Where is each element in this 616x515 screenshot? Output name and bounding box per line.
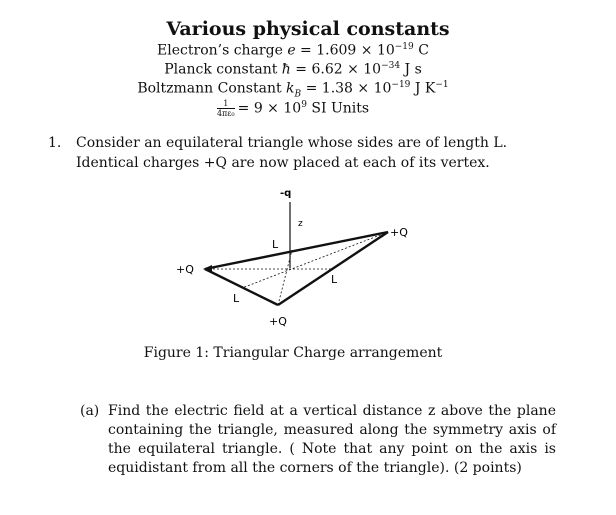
constant-symbol: e	[287, 42, 296, 59]
triangle-figure	[170, 182, 430, 332]
constant-equation: = 1.38 × 10	[301, 80, 392, 97]
problem-1	[48, 133, 568, 173]
figure-caption: Figure 1: Triangular Charge arrangement	[143, 345, 443, 361]
constant-label: Planck constant	[164, 61, 282, 78]
constant-symbol: ħ	[281, 61, 291, 78]
constant-coulomb	[0, 99, 586, 118]
coulomb-fraction	[217, 99, 235, 118]
constant-equation: = 9 × 10	[237, 100, 302, 117]
constant-unit: J K	[410, 80, 436, 97]
part-a	[80, 402, 556, 478]
axis-label: z	[298, 219, 303, 229]
part-label: (a)	[80, 403, 100, 419]
left-charge-label: +Q	[176, 263, 194, 276]
bottom-charge-label: +Q	[269, 315, 287, 328]
arrow-head-icon	[203, 265, 212, 273]
top-charge-label: -q	[280, 188, 292, 199]
constant-exponent: −34	[381, 61, 401, 71]
problem-text: Consider an equilateral triangle whose sides are of length L. Identical charges +Q are now placed at each of its vertex.	[76, 135, 508, 171]
constant-unit: J s	[400, 61, 422, 78]
constant-exponent: −19	[391, 80, 411, 90]
constant-exponent: 9	[301, 99, 307, 110]
right-charge-label: +Q	[390, 226, 408, 239]
constant-planck	[0, 61, 586, 78]
page-title: Various physical constants	[166, 18, 450, 40]
constant-label: Boltzmann Constant	[137, 80, 287, 97]
problem-number: 1.	[48, 135, 62, 151]
constant-equation: = 6.62 × 10	[290, 61, 382, 78]
part-text: Find the electric field at a vertical distance z above the plane containing the triangle, measured along the symmetry axis of the equilateral triangle. ( Note that any point on the axis is equidistant from all the corners of the triangle). (2 points)	[108, 403, 556, 476]
constant-exponent: −19	[394, 42, 414, 52]
constant-unit: SI Units	[306, 100, 370, 117]
constant-subscript: B	[294, 89, 302, 100]
constant-symbol: k	[286, 80, 295, 97]
side-label-upper: L	[272, 238, 279, 251]
side-label-right: L	[331, 273, 338, 286]
triangle-side-lower	[205, 269, 278, 305]
fraction-denominator: 4πε₀	[216, 109, 235, 118]
constant-label: Electron’s charge	[157, 42, 288, 59]
constant-boltzmann	[0, 80, 586, 99]
fraction-numerator: 1	[217, 99, 235, 109]
side-label-lower: L	[233, 292, 240, 305]
constant-equation: = 1.609 × 10	[295, 42, 395, 59]
constant-unit: C	[413, 42, 429, 59]
constant-unit-exponent: −1	[435, 80, 449, 90]
constant-electron-charge	[0, 42, 586, 59]
